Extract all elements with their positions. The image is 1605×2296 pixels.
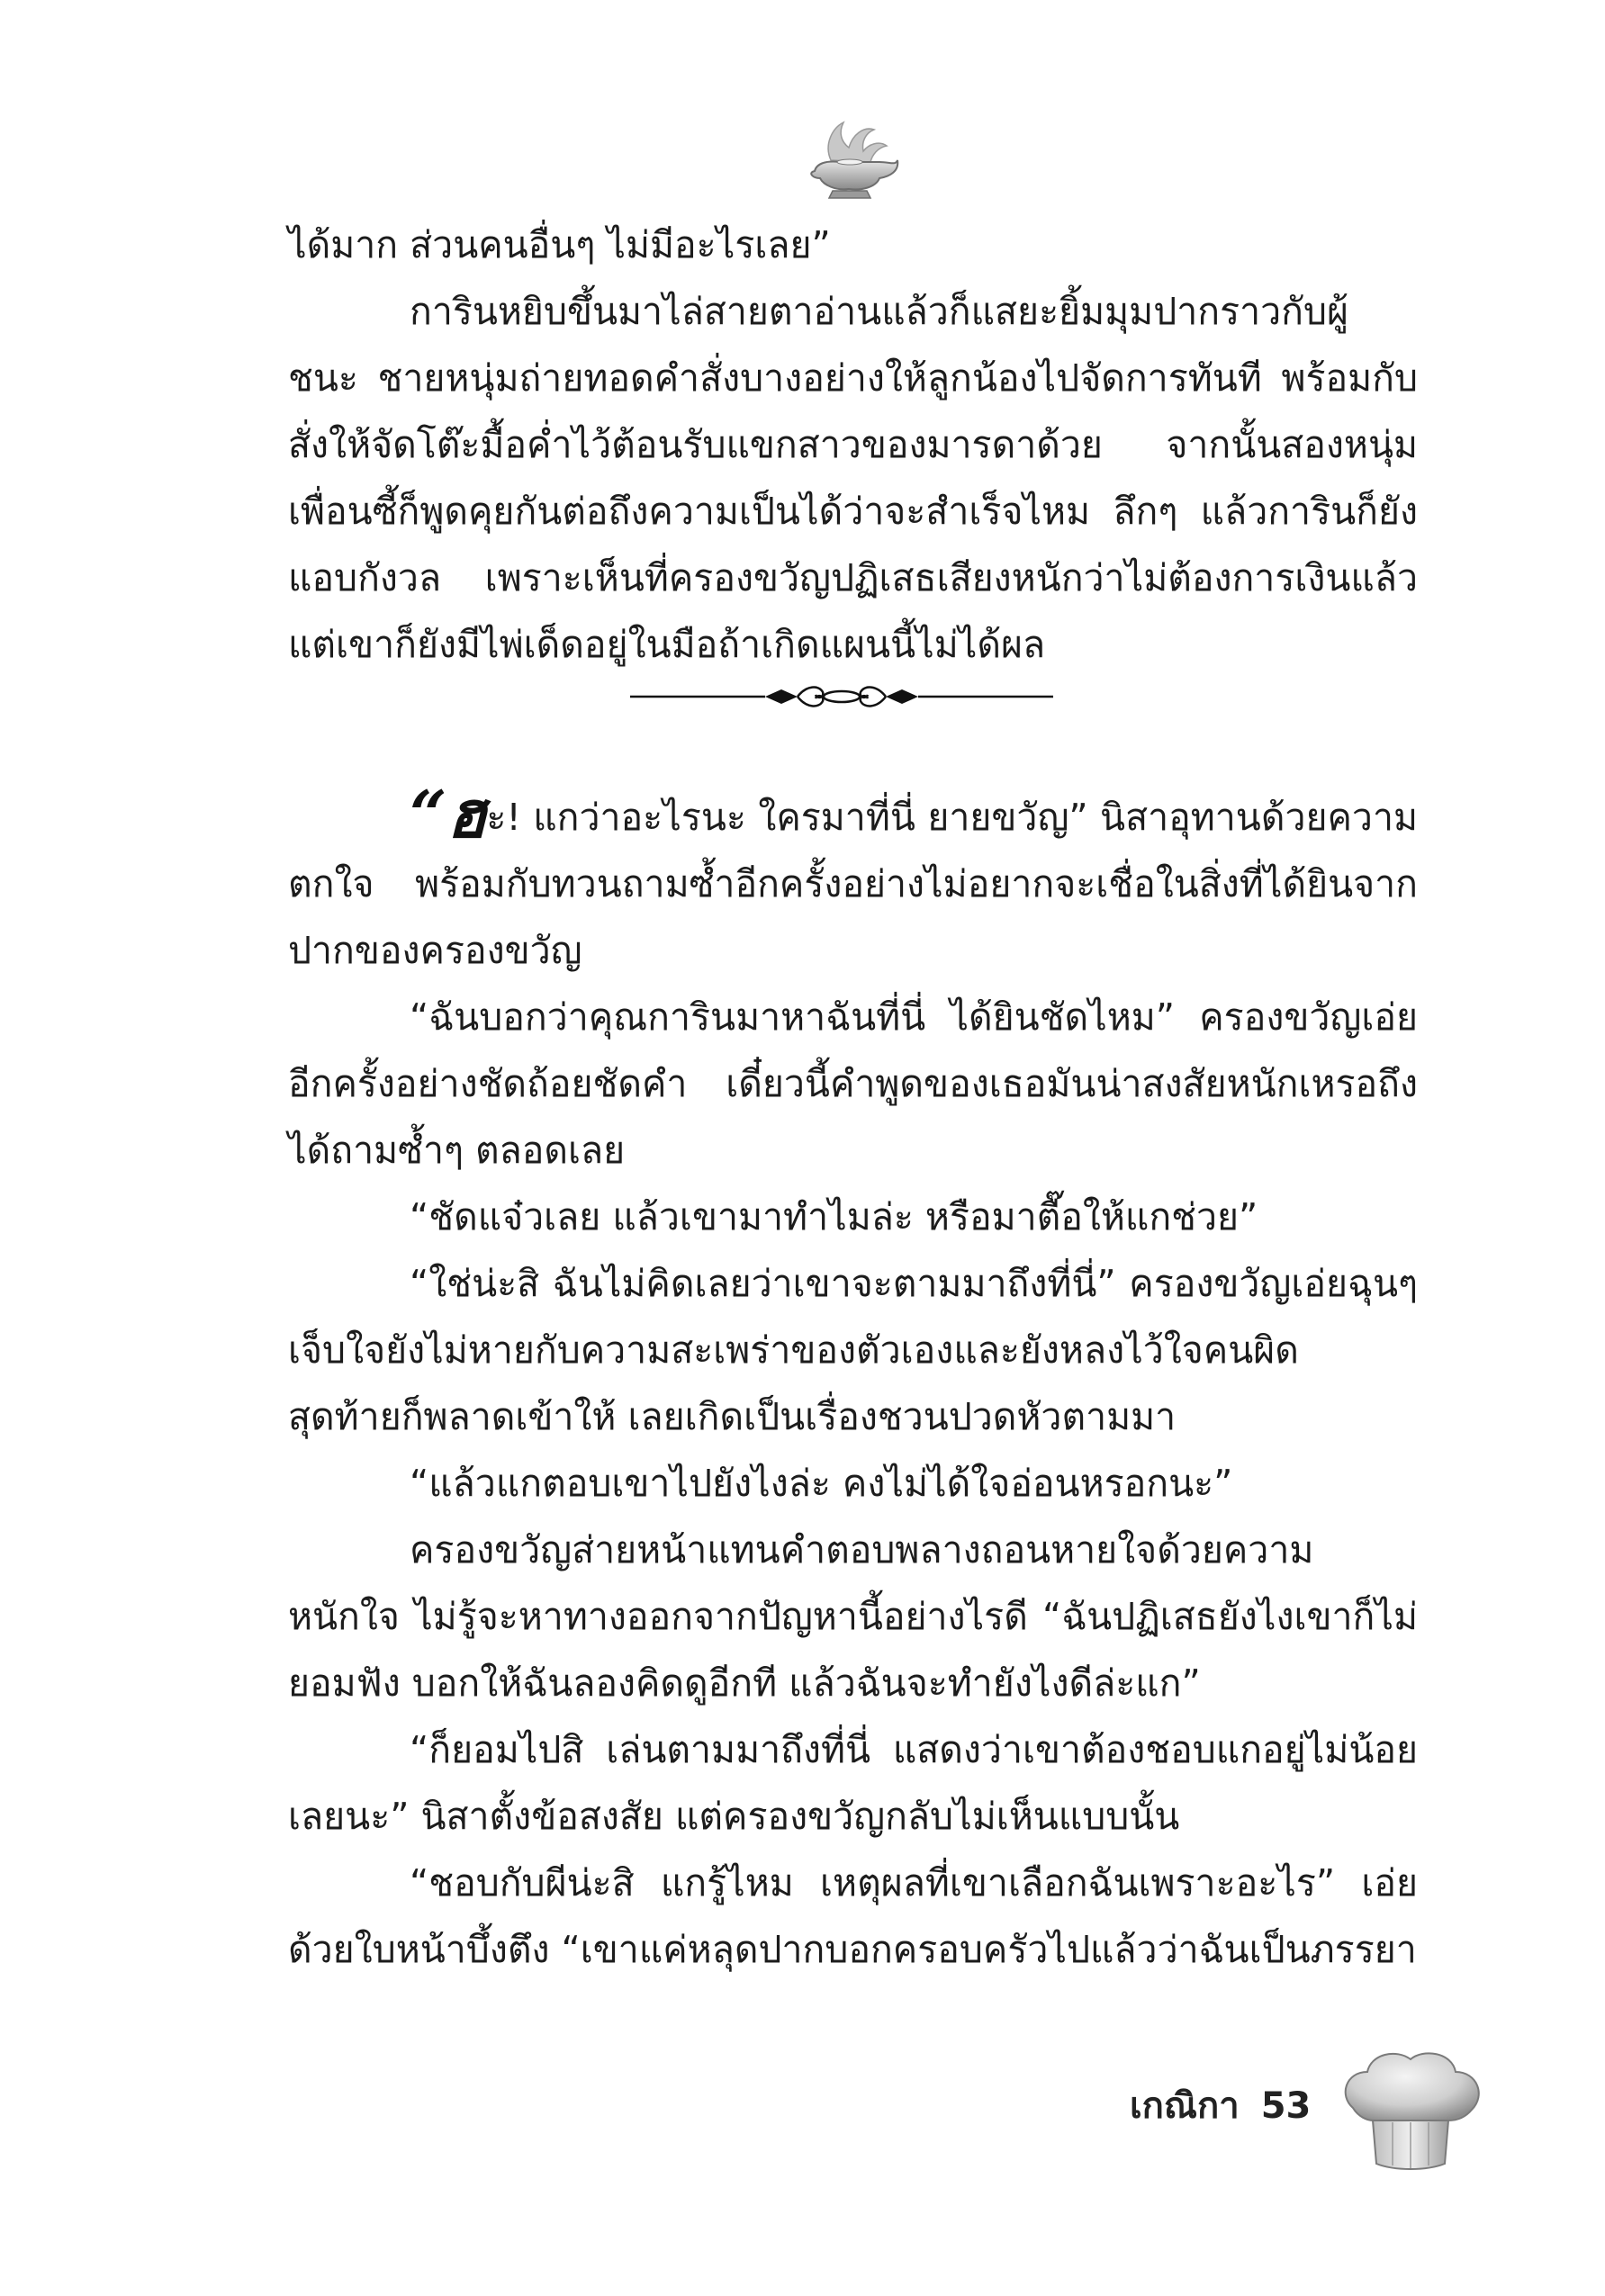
paragraph-5: “ชัดแจ๋วเลย แล้วเขามาทำไมล่ะ หรือมาตื๊อให้แกช่วย” <box>410 1195 1258 1238</box>
paragraph-2: การินหยิบขึ้นมาไล่สายตาอ่านแล้วก็แสยะยิ้มมุมปากราวกับผู้ชนะ ชายหนุ่มถ่ายทอดคำสั่งบางอย่างให้ลูกน้องไปจัดการทันที พร้อมกับสั่งให้จัดโต๊ะมื้อค่ำไว้ต้อนรับแขกสาวของมารดาด้วย จากนั้นสองหนุ่มเพื่อนซี้ก็พูดคุยกันต่อถึงความเป็นได้ว่าจะสำเร็จไหม ลึกๆ แล้วการินก็ยังแอบกังวล เพราะเห็นที่ครองขวัญปฏิเสธเสียงหนักว่าไม่ต้องการเงินแล้ว แต่เขาก็ยังมีไพ่เด็ดอยู่ในมือถ้าเกิดแผนนี้ไม่ได้ผล <box>288 290 1418 666</box>
paragraph-4: “ฉันบอกว่าคุณการินมาหาฉันที่นี่ ได้ยินชัดไหม” ครองขวัญเอ่ยอีกครั้งอย่างชัดถ้อยชัดคำ เดี๋ยวนี้คำพูดของเธอมันน่าสงสัยหนักเหรอถึงได้ถามซ้ำๆ ตลอดเลย <box>288 995 1418 1172</box>
genie-lamp-icon <box>797 108 905 207</box>
body-text <box>288 212 1418 1983</box>
paragraph-1: ได้มาก ส่วนคนอื่นๆ ไม่มีอะไรเลย” <box>288 223 831 266</box>
paragraph-6: “ใช่น่ะสิ ฉันไม่คิดเลยว่าเขาจะตามมาถึงที่นี่” ครองขวัญเอ่ยฉุนๆ เจ็บใจยังไม่หายกับความสะเพร่าของตัวเองและยังหลงไว้ใจคนผิด สุดท้ายก็พลาดเข้าให้ เลยเกิดเป็นเรื่องชวนปวดหัวตามมา <box>288 1262 1418 1438</box>
paragraph-8: ครองขวัญส่ายหน้าแทนคำตอบพลางถอนหายใจด้วยความหนักใจ ไม่รู้จะหาทางออกจากปัญหานี้อย่างไรดี “ฉันปฏิเสธยังไงเขาก็ไม่ยอมฟัง บอกให้ฉันลองคิดดูอีกที แล้วฉันจะทำยังไงดีล่ะแก” <box>288 1528 1418 1705</box>
paragraph-10: “ชอบกับผีน่ะสิ แกรู้ไหม เหตุผลที่เขาเลือกฉันเพราะอะไร” เอ่ยด้วยใบหน้าบึ้งตึง “เขาแค่หลุดปากบอกครอบครัวไปแล้วว่าฉันเป็นภรรยา <box>288 1861 1418 1971</box>
page-number: 53 <box>1260 2085 1312 2127</box>
ornamental-divider-icon <box>630 681 1053 712</box>
page-footer <box>1130 2084 1311 2129</box>
paragraph-3 <box>288 776 1418 984</box>
paragraph-9: “ก็ยอมไปสิ เล่นตามมาถึงที่นี่ แสดงว่าเขาต้องชอบแกอยู่ไม่น้อยเลยนะ” นิสาตั้งข้อสงสัย แต่ครองขวัญกลับไม่เห็นแบบนั้น <box>288 1728 1418 1838</box>
paragraph-7: “แล้วแกตอบเขาไปยังไงล่ะ คงไม่ได้ใจอ่อนหรอกนะ” <box>410 1462 1233 1505</box>
book-title: เกณิกา <box>1130 2085 1240 2127</box>
drop-cap: “ฮ <box>410 776 487 852</box>
chef-hat-icon <box>1337 2045 1485 2175</box>
section-break <box>288 678 1418 784</box>
paragraph-3-text: ะ! แกว่าอะไรนะ ใครมาที่นี่ ยายขวัญ” นิสาอุทานด้วยความตกใจ พร้อมกับทวนถามซ้ำอีกครั้งอย่างไม่อยากจะเชื่อในสิ่งที่ได้ยินจากปากของครองขวัญ <box>288 796 1418 972</box>
